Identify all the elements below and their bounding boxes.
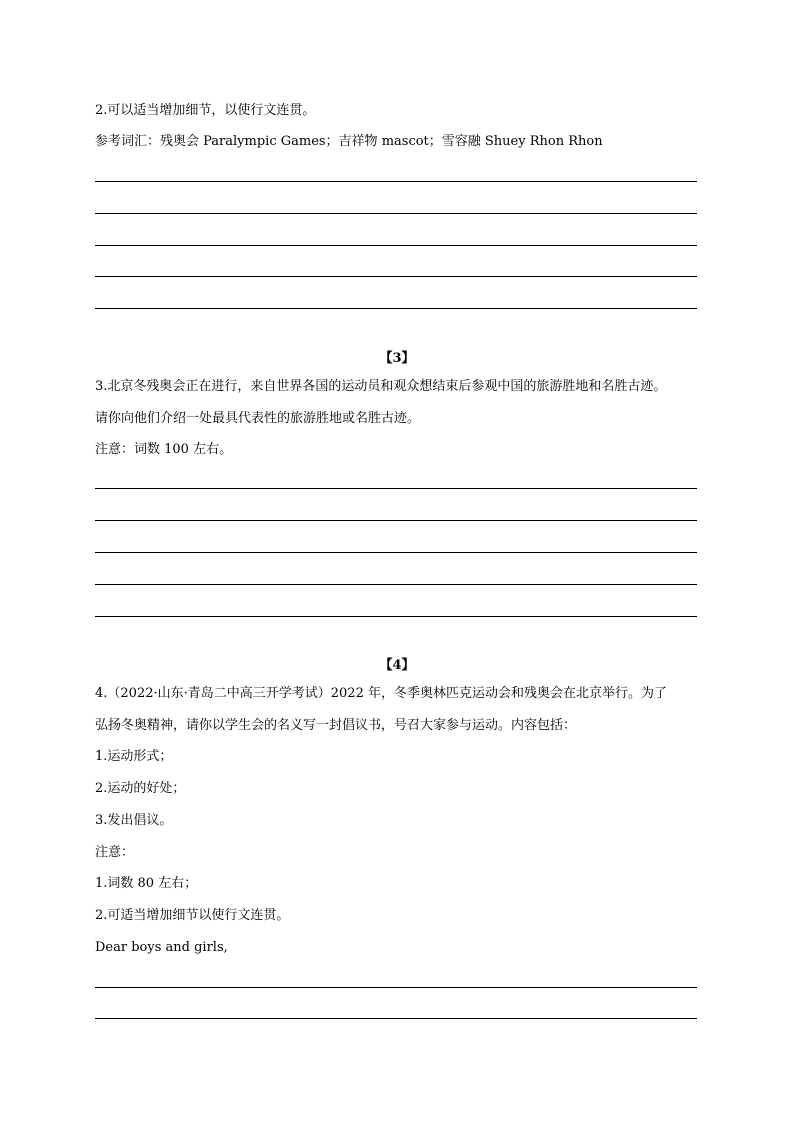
writing-line (95, 308, 697, 309)
writing-line (95, 520, 697, 521)
reference-vocabulary: 参考词汇：残奥会 Paralympic Games；吉祥物 mascot；雪容融 Shuey Rhon Rhon (95, 134, 603, 149)
section-heading-4: 【4】 (379, 658, 415, 673)
writing-line (95, 584, 697, 585)
writing-line (95, 213, 697, 214)
writing-line (95, 276, 697, 277)
writing-line (95, 488, 697, 489)
question-4-prompt: 4.（2022·山东·青岛二中高三开学考试）2022 年，冬季奥林匹克运动会和残奥会在北京举行。为了 (95, 686, 667, 701)
writing-line (95, 552, 697, 553)
writing-line (95, 987, 697, 988)
note-item-2: 2.可适当增加细节以使行文连贯。 (95, 908, 290, 923)
question-3-prompt: 3.北京冬残奥会正在进行，来自世界各国的运动员和观众想结束后参观中国的旅游胜地和名胜古迹。 (95, 379, 667, 394)
question-3-prompt-cont: 请你向他们介绍一处最具代表性的旅游胜地或名胜古迹。 (95, 411, 421, 426)
writing-line (95, 245, 697, 246)
letter-salutation: Dear boys and girls, (95, 940, 228, 955)
question-4-prompt-cont: 弘扬冬奥精神，请你以学生会的名义写一封倡议书，号召大家参与运动。内容包括： (95, 718, 577, 733)
question-3-note: 注意：词数 100 左右。 (95, 442, 233, 457)
content-item-2: 2.运动的好处； (95, 781, 186, 796)
section-heading-3: 【3】 (379, 351, 415, 366)
note-label: 注意： (95, 845, 135, 860)
requirement-detail: 2.可以适当增加细节，以使行文连贯。 (95, 103, 316, 118)
content-item-3: 3.发出倡议。 (95, 813, 173, 828)
content-item-1: 1.运动形式； (95, 749, 173, 764)
note-item-1: 1.词数 80 左右； (95, 876, 198, 891)
writing-line (95, 1018, 697, 1019)
writing-line (95, 616, 697, 617)
writing-line (95, 181, 697, 182)
